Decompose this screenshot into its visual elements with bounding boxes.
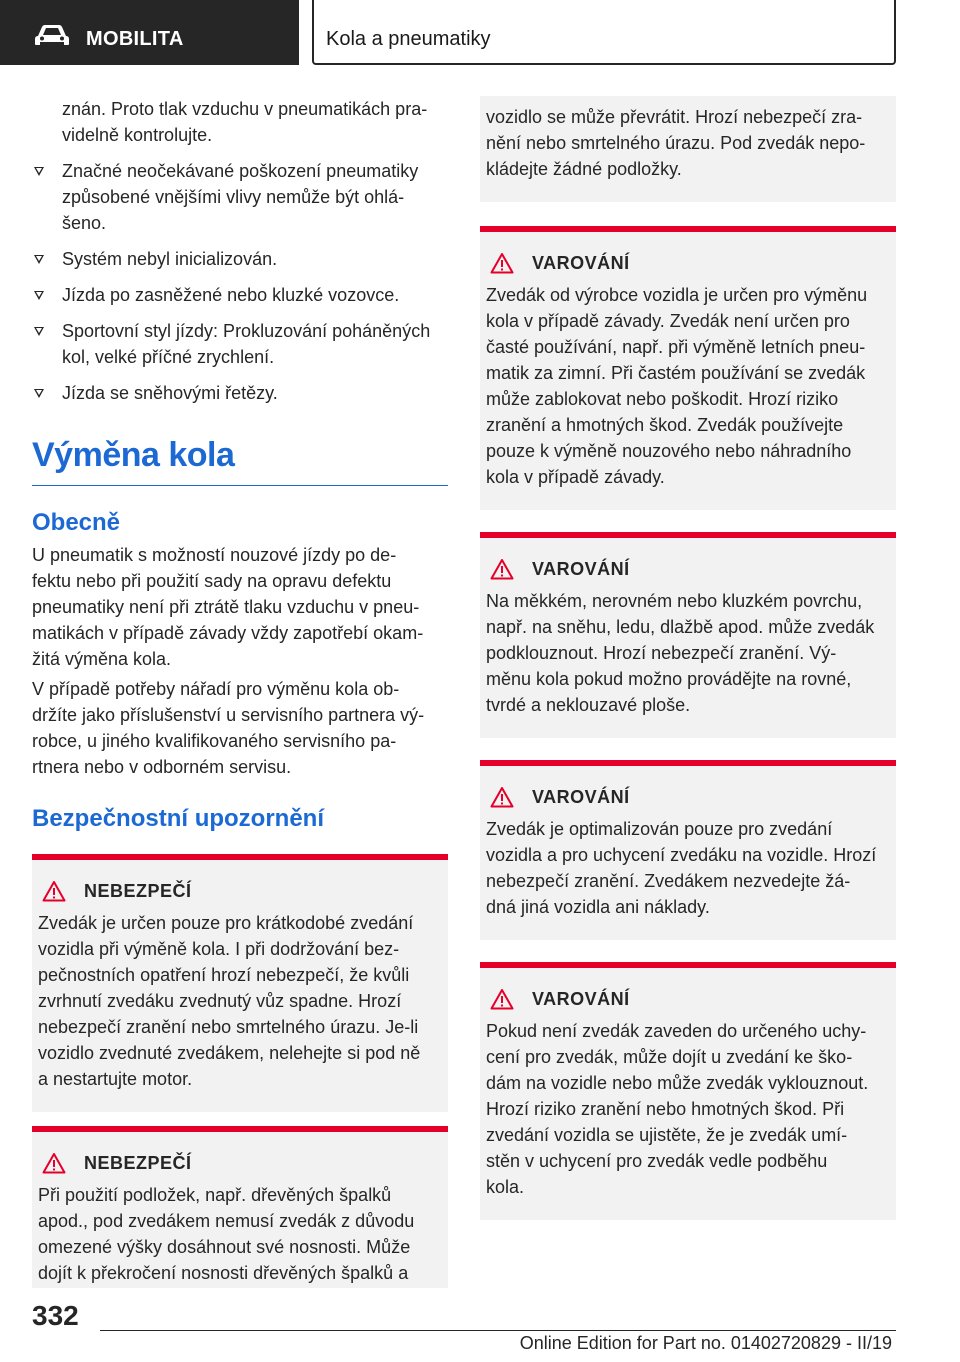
warning-triangle-icon (490, 988, 514, 1010)
warning-title: VAROVÁNÍ (490, 988, 888, 1010)
triangle-bullet-icon (34, 327, 44, 336)
warning-title: VAROVÁNÍ (490, 558, 888, 580)
list-item: Sportovní styl jízdy: Prokluzování poháněných kol, velké příčné zrychlení. (32, 318, 448, 370)
warning-box (480, 760, 896, 940)
safety-heading: Bezpečnostní upozornění (32, 805, 325, 832)
warning-text: Zvedák od výrobce vozidla je určen pro výměnu kola v případě závady. Zvedák není určen pro časté používání, např. při výměně letních pneu- matik za zimní. Při častém používání se zvedák může zablokovat nebo poškodit. Hrozí riziko zranění a hmotných škod. Zvedák používejte pouze k výměně nouzového nebo náhradního kola v případě závady. (486, 285, 868, 487)
header-chapter-tab (312, 0, 896, 65)
triangle-bullet-icon (34, 291, 44, 300)
right-column (480, 96, 896, 1220)
warning-triangle-icon (490, 786, 514, 808)
left-column (32, 96, 448, 1288)
warning-box (480, 962, 896, 1220)
danger-box (32, 854, 448, 1112)
triangle-bullet-icon (34, 255, 44, 264)
warning-triangle-icon (42, 1152, 66, 1174)
warning-text: Zvedák je optimalizován pouze pro zvedání vozidla a pro uchycení zvedáku na vozidle. Hrozí nebezpečí zranění. Zvedákem nezvedejte žá- dná jiná vozidla ani náklady. (486, 819, 877, 917)
warning-box (480, 226, 896, 510)
car-icon (34, 24, 70, 46)
section-title: Výměna kola (32, 436, 448, 486)
warning-text: Pokud není zvedák zaveden do určeného uchy- cení pro zvedák, může dojít u zvedání ke ško- dám na vozidle nebo může zvedák vyklouznout. Hrozí riziko zranění nebo hmotných škod. Při zvedání vozidla se ujistěte, že je zvedák umí- stěn v uchycení pro zvedák vedle podběhu kola. (486, 1021, 869, 1197)
intro-paragraph: znán. Proto tlak vzduchu v pneumatikách pra- videlně kontrolujte. (62, 99, 428, 145)
warning-triangle-icon (490, 252, 514, 274)
warning-triangle-icon (42, 880, 66, 902)
page-number: 332 (32, 1300, 79, 1331)
list-item: Značné neočekávané poškození pneumatiky způsobené vnějšími vlivy nemůže být ohlá- šeno. (32, 158, 448, 236)
warning-box (480, 532, 896, 738)
cause-list (32, 158, 448, 406)
danger-text: Při použití podložek, např. dřevěných špalků apod., pod zvedákem nemusí zvedák z důvodu omezené výšky dosáhnout své nosnosti. Může dojít k překročení nosnosti dřevěných špalků a (38, 1185, 415, 1283)
danger-title: NEBEZPEČÍ (42, 1152, 440, 1174)
section-label: MOBILITA (86, 28, 184, 50)
warning-text: Na měkkém, nerovném nebo kluzkém povrchu, např. na sněhu, ledu, dlažbě apod. může zvedák podklouznout. Hrozí nebezpečí zranění. Vý- měnu kola pokud možno provádějte na rovné, tvrdé a neklouzavé ploše. (486, 591, 875, 715)
list-item: Systém nebyl inicializován. (32, 246, 448, 272)
warning-title: VAROVÁNÍ (490, 786, 888, 808)
header-section-tab (0, 0, 299, 65)
warning-triangle-icon (490, 558, 514, 580)
list-item: Jízda se sněhovými řetězy. (32, 380, 448, 406)
general-paragraph-2: V případě potřeby nářadí pro výměnu kola ob- držíte jako příslušenství u servisního partnera vý- robce, u jiného kvalifikovaného servisního pa- rtnera nebo v odborném servisu. (32, 679, 425, 777)
chapter-label: Kola a pneumatiky (326, 28, 491, 50)
warning-title: VAROVÁNÍ (490, 252, 888, 274)
triangle-bullet-icon (34, 389, 44, 398)
danger-text: Zvedák je určen pouze pro krátkodobé zvedání vozidla při výměně kola. I při dodržování bez- pečnostních opatření hrozí nebezpečí, že kvůli zvrhnutí zvedáku zvednutý vůz spadne. Hrozí nebezpečí zranění nebo smrtelného úrazu. Je-li vozidlo zvednuté zvedákem, nelehejte si pod ně a nestartujte motor. (38, 913, 421, 1089)
footer-divider (100, 1330, 896, 1331)
danger-continuation: vozidlo se může převrátit. Hrozí nebezpečí zra- nění nebo smrtelného úrazu. Pod zvedák nepo- kládejte žádné podložky. (480, 96, 896, 202)
edition-note: Online Edition for Part no. 01402720829 - II/19 (519, 1333, 892, 1353)
general-heading: Obecně (32, 509, 121, 536)
list-item: Jízda po zasněžené nebo kluzké vozovce. (32, 282, 448, 308)
general-paragraph-1: U pneumatik s možností nouzové jízdy po de- fektu nebo při použití sady na opravu defektu pneumatiky není při ztrátě tlaku vzduchu v pneu- matikách v případě závady vždy zapotřebí okam- žitá výměna kola. (32, 545, 424, 669)
danger-box (32, 1126, 448, 1288)
triangle-bullet-icon (34, 167, 44, 176)
danger-title: NEBEZPEČÍ (42, 880, 440, 902)
